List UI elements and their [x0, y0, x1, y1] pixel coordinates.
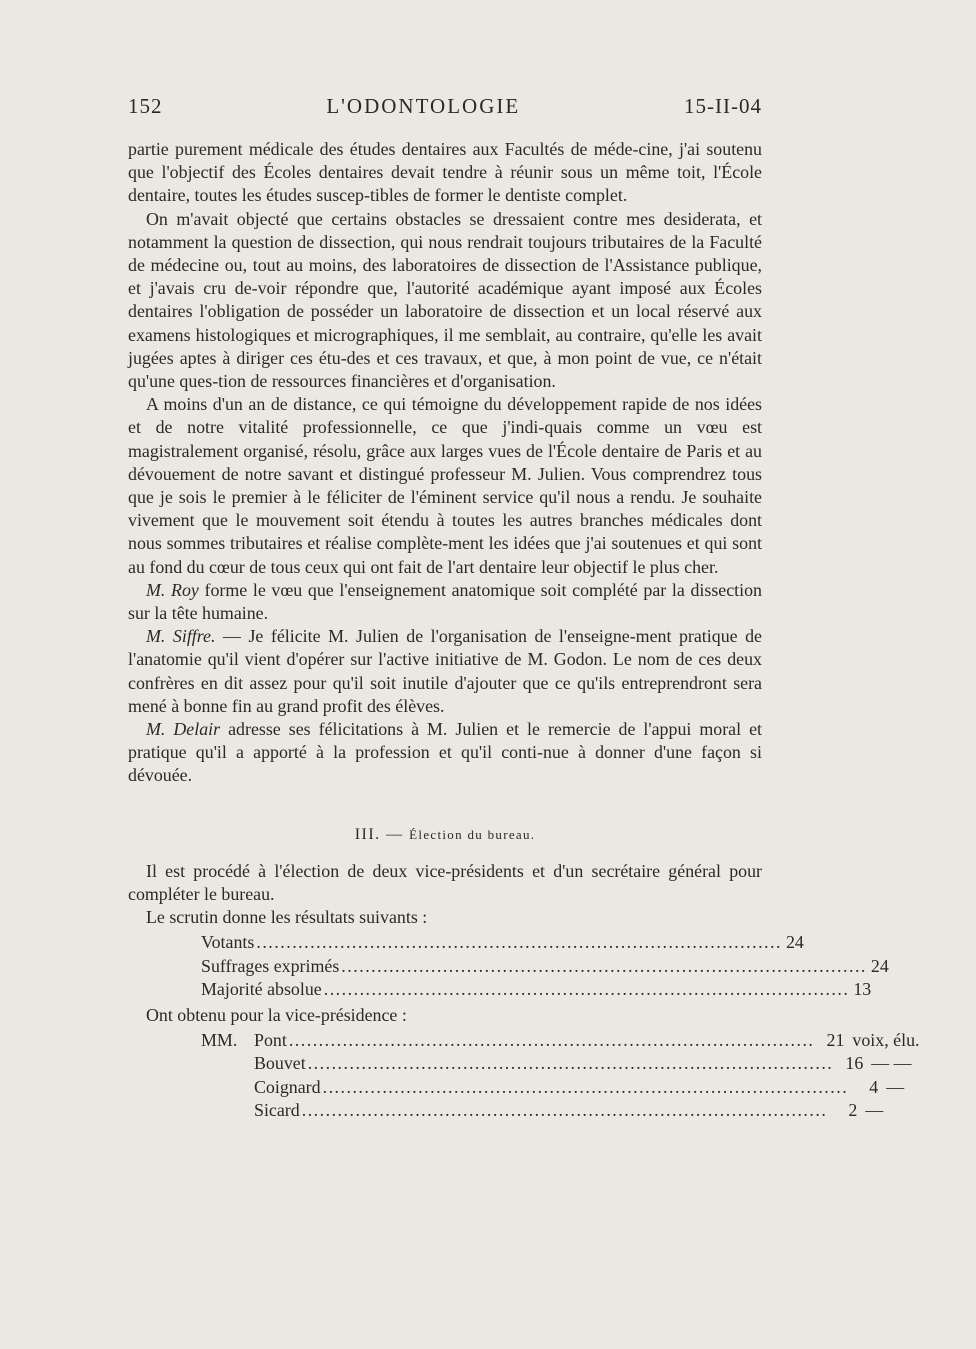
leader-dots: ........................................................................................: [323, 979, 850, 1000]
speaker-name: M. Delair: [146, 719, 221, 740]
vote-result: voix, élu.: [852, 1029, 920, 1050]
speech-text: adresse ses félicitations à M. Julien et le remercie de l'appui moral et pratique qu'il a apporté à la profession et qu'il conti-nue à donner d'une façon si dévouée.: [128, 719, 762, 786]
speaker-name: M. Siffre.: [146, 626, 216, 647]
leader-dots: ........................................................................................: [256, 932, 782, 953]
speech-text: forme le vœu que l'enseignement anatomique soit complété par la dissection sur la tête humaine.: [128, 579, 762, 624]
vote-value: [837, 1052, 961, 1075]
election-intro: Il est procédé à l'élection de deux vice-présidents et d'un secrétaire général pour compléter le bureau.: [128, 860, 762, 904]
results-table: [128, 931, 889, 1001]
section-title: Élection du bureau.: [409, 826, 536, 842]
vote-value: [831, 1099, 955, 1122]
body-text: [128, 138, 920, 1122]
section-number: III. —: [354, 825, 404, 843]
journal-title: L'ODONTOLOGIE: [326, 94, 521, 118]
leader-dots: ........................................................................................: [288, 1029, 815, 1050]
result-value: 13: [853, 979, 872, 1000]
vote-value: [818, 1029, 942, 1052]
votes-table: [128, 1029, 920, 1123]
result-label: Votants: [201, 932, 255, 953]
scrutin-intro: Le scrutin donne les résultats suivants :: [146, 907, 428, 928]
result-row: [201, 931, 804, 954]
paragraph: On m'avait objecté que certains obstacles se dressaient contre mes desiderata, et notamment la question de dissection, qui nous rendrait toujours tributaires de la Faculté de médecine ou, tout au moins, des laboratoires de dissection de l'Assistance publique, et j'avais cru de-voir répondre que, l'autorité académique ayant imposé aux Écoles dentaires l'obligation de posséder un laboratoire de dissection et un local réservé aux examens histologiques et micrographiques, il me semblait, au contraire, qu'elle les avait jugées aptes à diriger ces étu-des et ces travaux, et que, à mon point de vue, ce n'était qu'une ques-tion de ressources financières et d'organisation.: [128, 208, 762, 392]
vote-result: —: [886, 1076, 905, 1097]
result-label: Majorité absolue: [201, 979, 322, 1000]
vote-result: —: [865, 1099, 884, 1120]
result-label: Suffrages exprimés: [201, 955, 340, 976]
candidate-name: Sicard: [254, 1099, 300, 1120]
vote-count: 21: [826, 1029, 845, 1050]
candidate-name: Pont: [254, 1029, 287, 1050]
candidate-label: [201, 1052, 306, 1075]
vote-row: [201, 1052, 912, 1075]
result-value: 24: [785, 932, 804, 953]
vote-row: [201, 1076, 905, 1099]
section-heading: [128, 826, 762, 844]
result-row: [201, 955, 889, 978]
leader-dots: ........................................................................................: [341, 955, 867, 976]
paragraph: A moins d'un an de distance, ce qui témoigne du développement rapide de nos idées et de notre vitalité professionnelle, ce que j'indi-quais comme un vœu est magistralement organisé, résolu, grâce aux larges vues de l'École dentaire de Paris et au dévouement de notre savant et distingué professeur M. Julien. Vous comprendrez tous que je sois le premier à le féliciter de l'éminent service qu'il nous a rendu. Je souhaite vivement que le mouvement soit étendu à toutes les autres branches médicales dont nous sommes tributaires et réalise complète-ment les idées que j'ai soutenues et qui sont au fond du cœur de tous ceux qui ont fait de l'art dentaire leur objectif le plus cher.: [128, 394, 762, 577]
votes-prefix: MM.: [201, 1029, 238, 1050]
candidate-label: [201, 1099, 300, 1122]
candidate-name: Bouvet: [254, 1053, 306, 1074]
vote-result: — —: [871, 1053, 912, 1074]
paragraph-roy: [128, 579, 762, 625]
vote-row: [201, 1029, 920, 1052]
paragraph-delair: [128, 718, 762, 788]
vote-value: [852, 1076, 976, 1099]
paragraph-siffre: [128, 625, 762, 718]
paragraph: partie purement médicale des études dentaires aux Facultés de méde-cine, j'ai soutenu que l'objectif des Écoles dentaires devait tendre à réunir sous un même toit, l'École dentaire, toutes les études suscep-tibles de former le dentiste complet.: [128, 139, 762, 206]
speaker-name: M. Roy: [146, 579, 199, 600]
candidate-label: [201, 1076, 321, 1099]
vote-row: [201, 1099, 884, 1122]
speech-text: — Je félicite M. Julien de l'organisation de l'enseigne-ment pratique de l'anatomie qu'il vient d'opérer sur l'active initiative de M. Godon. Le nom de ces deux confrères en dit assez pour qu'il soit inutile d'ajouter que ce qu'ils entreprendront sera mené à bonne fin au grand profit des élèves.: [128, 626, 762, 716]
candidate-label: [201, 1029, 287, 1052]
issue-date: 15-II-04: [684, 94, 762, 118]
result-value: 24: [870, 955, 889, 976]
page-number: 152: [128, 94, 163, 118]
result-row: [201, 978, 872, 1001]
vote-count: 4: [869, 1076, 879, 1097]
running-header: [128, 94, 762, 119]
vote-count: 2: [848, 1099, 858, 1120]
candidate-name: Coignard: [254, 1076, 321, 1097]
leader-dots: ........................................................................................: [322, 1076, 849, 1097]
vice-presidence-intro: Ont obtenu pour la vice-présidence :: [146, 1004, 407, 1025]
leader-dots: ........................................................................................: [307, 1053, 834, 1074]
vote-count: 16: [845, 1053, 864, 1074]
leader-dots: ........................................................................................: [301, 1099, 828, 1120]
